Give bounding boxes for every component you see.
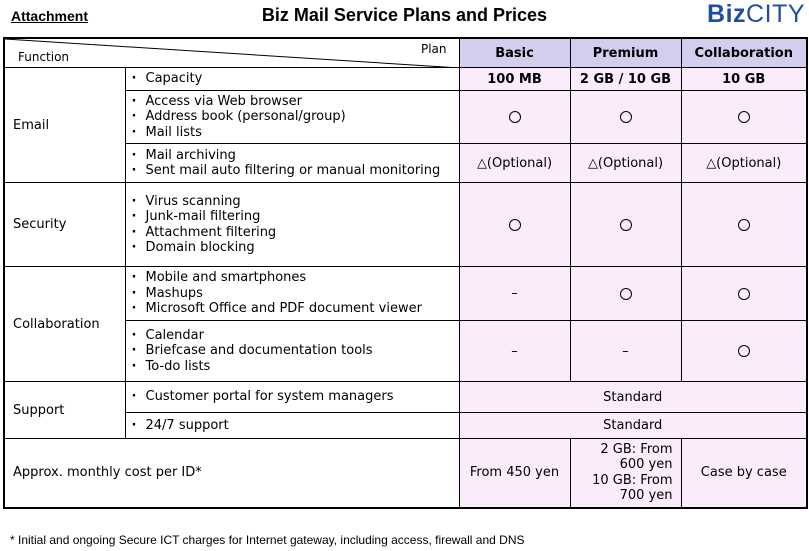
available-cell: [681, 183, 807, 267]
optional-cell: △(Optional): [459, 144, 570, 183]
table-row: [4, 439, 807, 508]
available-cell: [681, 267, 807, 321]
cost-basic: From 450 yen: [459, 439, 570, 508]
optional-cell: △(Optional): [570, 144, 681, 183]
cost-label: Approx. monthly cost per ID*: [4, 439, 459, 508]
feature-item: · 24/7 support: [132, 418, 459, 434]
group-security: Security: [4, 183, 125, 267]
cost-line: 700 yen: [619, 488, 673, 504]
feature-cell: [125, 382, 459, 413]
logo-city: CITY: [746, 0, 805, 28]
circle-icon: [738, 111, 750, 123]
plan-header-basic: Basic: [459, 38, 570, 68]
attachment-label: Attachment: [11, 8, 89, 24]
feature-item: · Sent mail auto filtering or manual monitoring: [132, 163, 459, 179]
circle-icon: [620, 111, 632, 123]
feature-cell: [125, 413, 459, 439]
available-cell: [570, 267, 681, 321]
feature-item: · Attachment filtering: [132, 225, 459, 241]
available-cell: [459, 91, 570, 144]
feature-cell: [125, 91, 459, 144]
header-row: [4, 38, 807, 68]
feature-item: · Mashups: [132, 286, 459, 302]
unavailable-cell: –: [570, 321, 681, 382]
footnote: * Initial and ongoing Secure ICT charges for Internet gateway, including access, firewall and DNS: [10, 533, 525, 547]
optional-cell: △(Optional): [681, 144, 807, 183]
circle-icon: [620, 219, 632, 231]
group-support: Support: [4, 382, 125, 439]
cost-line: 600 yen: [619, 457, 673, 473]
support-value: Standard: [459, 382, 807, 413]
feature-cell: [125, 183, 459, 267]
plan-header-collaboration: Collaboration: [681, 38, 807, 68]
cost-line: 2 GB: From: [600, 441, 673, 457]
circle-icon: [738, 345, 750, 357]
feature-item: · Junk-mail filtering: [132, 209, 459, 225]
table-row: [4, 68, 807, 91]
table-row: [4, 91, 807, 144]
table-row: [4, 144, 807, 183]
capacity-basic: 100 MB: [459, 68, 570, 91]
cost-premium: [570, 439, 681, 508]
feature-item: · To-do lists: [132, 359, 459, 375]
table-row: [4, 321, 807, 382]
bizcity-logo: [707, 0, 805, 29]
plan-label: Plan: [420, 42, 447, 56]
feature-item: · Customer portal for system managers: [132, 389, 459, 405]
available-cell: [459, 183, 570, 267]
feature-item: · Mail archiving: [132, 148, 459, 164]
group-collaboration: Collaboration: [4, 267, 125, 382]
plan-header-premium: Premium: [570, 38, 681, 68]
page-title: Biz Mail Service Plans and Prices: [261, 5, 548, 25]
feature-cell: [125, 321, 459, 382]
function-plan-header: [4, 38, 459, 68]
unavailable-cell: –: [459, 267, 570, 321]
capacity-premium: 2 GB / 10 GB: [570, 68, 681, 91]
feature-item: · Briefcase and documentation tools: [132, 343, 459, 359]
feature-item: · Microsoft Office and PDF document viewer: [132, 301, 459, 317]
feature-item: · Virus scanning: [132, 194, 459, 210]
available-cell: [570, 91, 681, 144]
cost-line: 10 GB: From: [592, 472, 673, 488]
feature-cell: [125, 68, 459, 91]
circle-icon: [509, 219, 521, 231]
support-value: Standard: [459, 413, 807, 439]
circle-icon: [620, 288, 632, 300]
circle-icon: [738, 219, 750, 231]
capacity-collaboration: 10 GB: [681, 68, 807, 91]
function-label: Function: [18, 50, 70, 64]
feature-item: · Mobile and smartphones: [132, 270, 459, 286]
feature-cell: [125, 267, 459, 321]
diagonal-line: [5, 39, 460, 68]
cost-collaboration: Case by case: [681, 439, 807, 508]
table-row: [4, 413, 807, 439]
group-email: Email: [4, 68, 125, 183]
unavailable-cell: –: [459, 321, 570, 382]
available-cell: [570, 183, 681, 267]
feature-item: · Calendar: [132, 328, 459, 344]
feature-cell: [125, 144, 459, 183]
available-cell: [681, 91, 807, 144]
table-row: [4, 382, 807, 413]
available-cell: [681, 321, 807, 382]
circle-icon: [509, 111, 521, 123]
table-row: [4, 267, 807, 321]
feature-item: · Mail lists: [132, 125, 459, 141]
feature-item: · Access via Web browser: [132, 94, 459, 110]
table-row: [4, 183, 807, 267]
feature-item: · Capacity: [132, 71, 459, 87]
feature-item: · Address book (personal/group): [132, 109, 459, 125]
plans-table: [3, 37, 808, 509]
feature-item: · Domain blocking: [132, 240, 459, 256]
logo-biz: Biz: [707, 0, 747, 28]
circle-icon: [738, 288, 750, 300]
